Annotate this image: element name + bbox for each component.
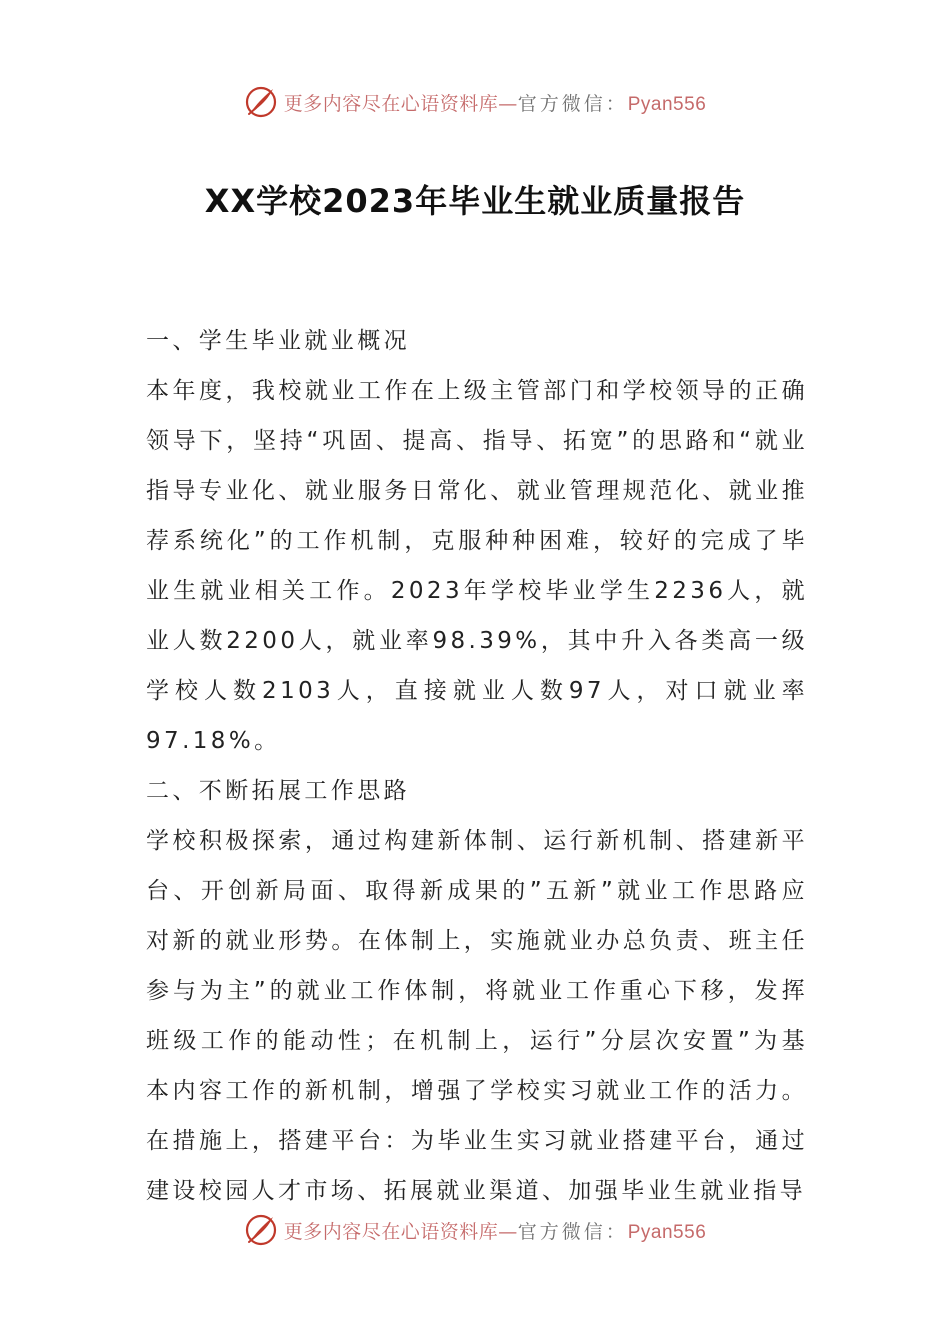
header-watermark-banner [0,84,950,120]
document-body [146,316,808,1216]
quill-pen-circle-icon [244,85,278,119]
section-heading: 二、不断拓展工作思路 [146,778,410,804]
quill-pen-circle-icon [244,1213,278,1247]
watermark-text: 更多内容尽在心语资料库—官方微信：Pyan556 [283,1220,707,1243]
footer-watermark-banner [0,1212,950,1248]
watermark-text: 更多内容尽在心语资料库—官方微信：Pyan556 [283,92,707,115]
section-heading: 一、学生毕业就业概况 [146,328,410,354]
document-title: XX学校2023年毕业生就业质量报告 [204,182,746,220]
section-paragraph: 学校积极探索，通过构建新体制、运行新机制、搭建新平台、开创新局面、取得新成果的”五新”就业工作思路应对新的就业形势。在体制上，实施就业办总负责、班主任参与为主”的就业工作体制，将就业工作重心下移，发挥班级工作的能动性；在机制上，运行”分层次安置”为基本内容工作的新机制，增强了学校实习就业工作的活力。在措施上，搭建平台：为毕业生实习就业搭建平台，通过建设校园人才市场、拓展就业渠道、加强毕业生就业指导 [146,828,808,1204]
section-paragraph: 本年度，我校就业工作在上级主管部门和学校领导的正确领导下，坚持“巩固、提高、指导、拓宽”的思路和“就业指导专业化、就业服务日常化、就业管理规范化、就业推荐系统化”的工作机制，克服种种困难，较好的完成了毕业生就业相关工作。2023年学校毕业学生2236人，就业人数2200人，就业率98.39%，其中升入各类高一级学校人数2103人，直接就业人数97人，对口就业率97.18%。 [146,378,808,754]
